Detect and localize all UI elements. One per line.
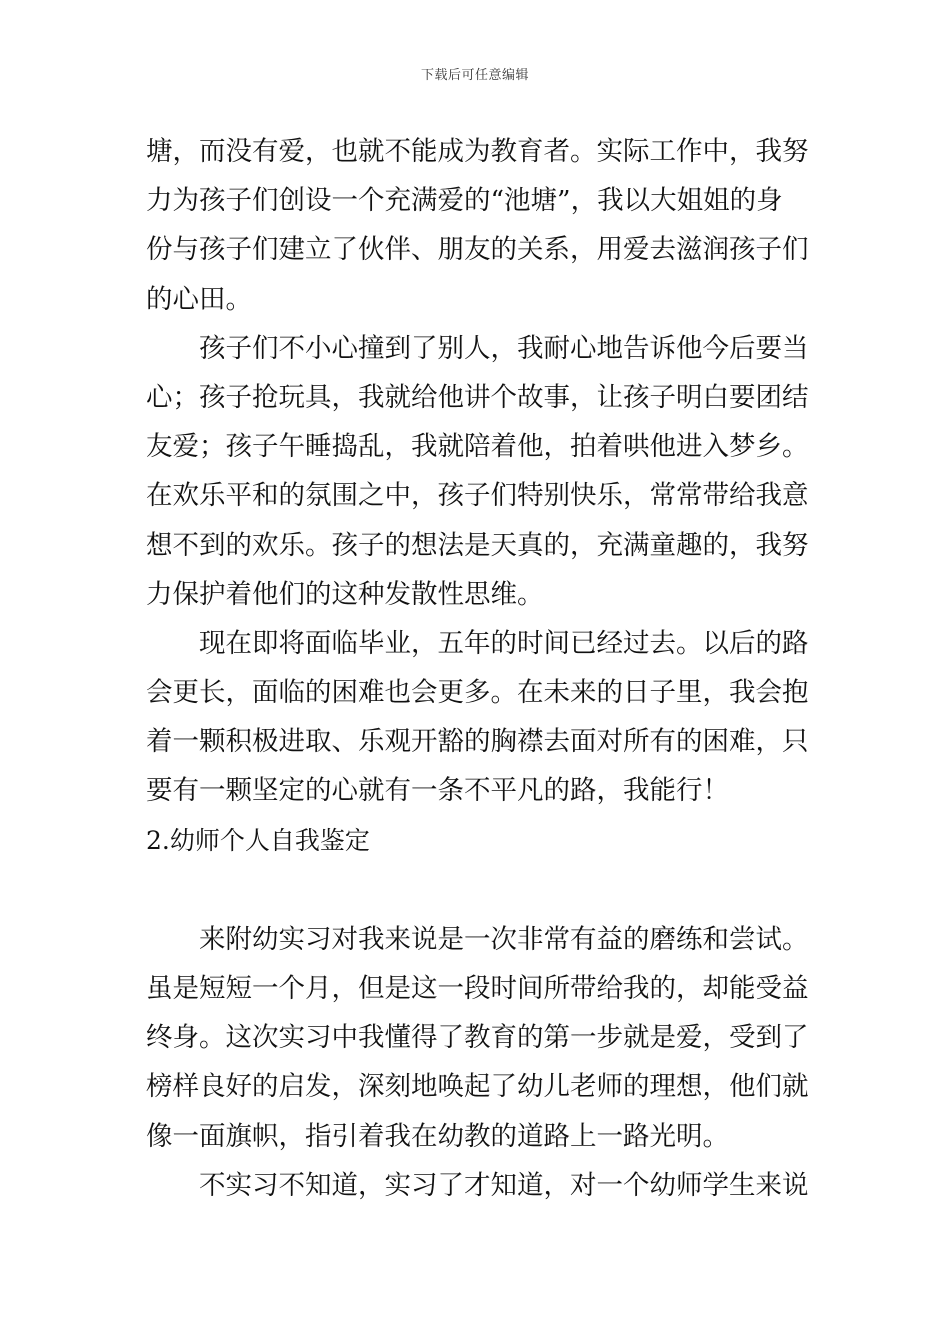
text-line: 份与孩子们建立了伙伴、朋友的关系，用爱去滋润孩子们: [146, 234, 809, 266]
text-line: 力为孩子们创设一个充满爱的“池塘”，我以大姐姐的身: [146, 185, 783, 217]
paragraph: [146, 1161, 810, 1210]
text-line: 想不到的欢乐。孩子的想法是天真的，充满童趣的，我努: [146, 529, 809, 561]
text-line: 榜样良好的启发，深刻地唤起了幼儿老师的理想，他们就: [146, 1071, 809, 1103]
section-heading: 2.幼师个人自我鉴定: [146, 825, 370, 855]
page-header: 下载后可任意编辑: [420, 68, 529, 83]
text-line: 在欢乐平和的氛围之中，孩子们特别快乐，常常带给我意: [146, 480, 809, 512]
text-line: 孩子们不小心撞到了别人，我耐心地告诉他今后要当: [199, 332, 809, 364]
document-body: [146, 127, 810, 1210]
paragraph: [146, 127, 810, 324]
text-line: 的心田。: [146, 283, 252, 315]
paragraph: [146, 915, 810, 1161]
paragraph: [146, 619, 810, 816]
text-line: 力保护着他们的这种发散性思维。: [146, 578, 544, 610]
paragraph: [146, 324, 810, 619]
text-line: 要有一颗坚定的心就有一条不平凡的路，我能行！: [146, 775, 729, 807]
text-line: 友爱；孩子午睡捣乱，我就陪着他，拍着哄他进入梦乡。: [146, 431, 809, 463]
text-line: 着一颗积极进取、乐观开豁的胸襟去面对所有的困难，只: [146, 726, 809, 758]
text-line: 像一面旗帜，指引着我在幼教的道路上一路光明。: [146, 1120, 729, 1152]
text-line: 虽是短短一个月，但是这一段时间所带给我的，却能受益: [146, 973, 809, 1004]
text-line: 塘，而没有爱，也就不能成为教育者。实际工作中，我努: [146, 136, 809, 167]
text-line: 终身。这次实习中我懂得了教育的第一步就是爱，受到了: [146, 1022, 809, 1054]
text-line: 心；孩子抢玩具，我就给他讲个故事，让孩子明白要团结: [146, 381, 809, 413]
text-line: 会更长，面临的困难也会更多。在未来的日子里，我会抱: [146, 677, 809, 709]
text-line: 现在即将面临毕业，五年的时间已经过去。以后的路: [199, 627, 809, 659]
text-line: 来附幼实习对我来说是一次非常有益的磨练和尝试。: [199, 923, 809, 955]
blank-spacer: [146, 865, 810, 915]
text-line: 不实习不知道，实习了才知道，对一个幼师学生来说: [199, 1169, 809, 1201]
